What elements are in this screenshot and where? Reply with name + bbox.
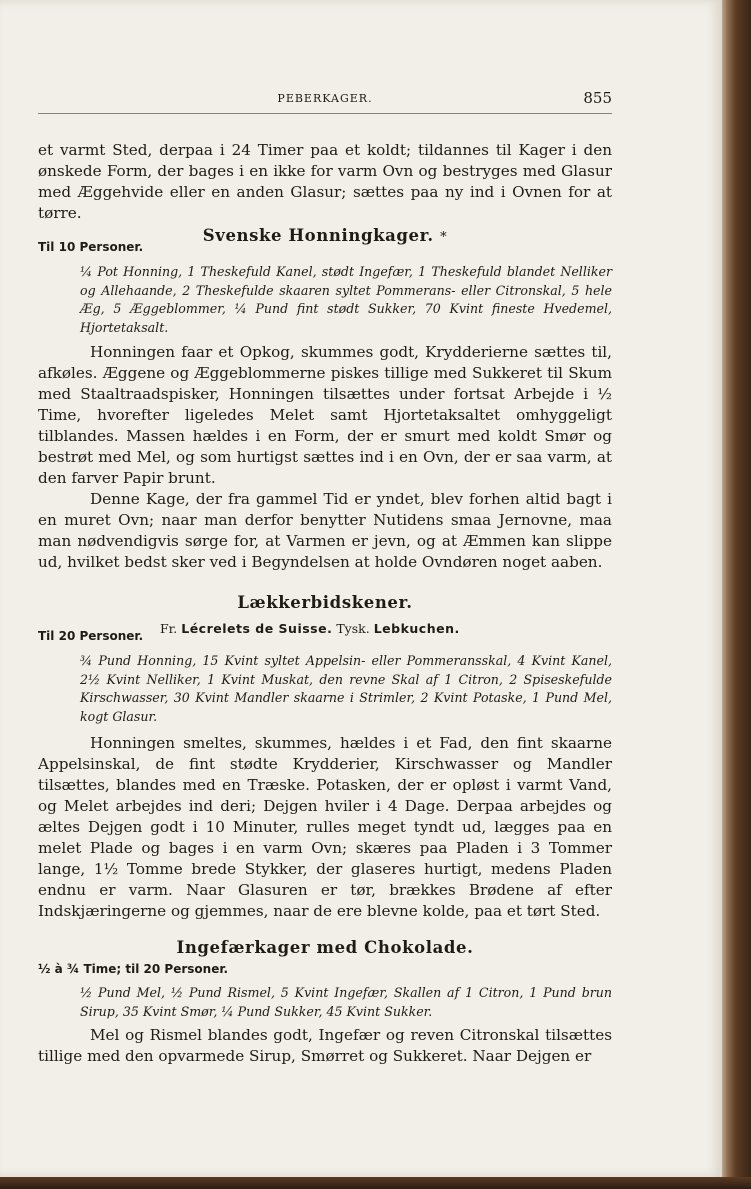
alias-fr-label: Fr. — [160, 621, 178, 636]
recipe-title: Lækkerbidskener. — [237, 593, 413, 612]
recipe-title: Ingefærkager med Chokolade. — [176, 938, 474, 957]
page-header — [38, 89, 612, 109]
recipe-title-text: Svenske Honningkager. — [202, 226, 434, 245]
servings-line: ½ à ¾ Time; til 20 Personer. — [38, 962, 229, 976]
method-paragraph: Honningen faar et Opkog, skummes godt, Krydderierne sættes til, afkøles. Æggene og Æggeblommerne piskes tillige med Sukkeret til Skum med Staaltraadspisker, Honningen tilsættes under fortsat Arbejde i ½ Time, hvorefter ligeledes Melet samt Hjortetaksaltet omhyggeligt tilblandes. Massen hældes i en Form, der er smurt med koldt Smør og bestrøt med Mel, og som hurtigst sættes ind i en Ovn, der er saa varm, at den farver Papir brunt. — [38, 343, 612, 487]
servings-line: Til 10 Personer. — [38, 240, 144, 254]
ingredient-list: ½ Pund Mel, ½ Pund Rismel, 5 Kvint Ingefær, Skallen af 1 Citron, 1 Pund brun Sirup, 35 Kvint Smør, ¼ Pund Sukker, 45 Kvint Sukker. — [80, 985, 612, 1019]
alias-fr: Lécrelets de Suisse. — [181, 621, 333, 636]
book-spine-edge — [722, 0, 751, 1189]
intro-paragraph: et varmt Sted, derpaa i 24 Timer paa et koldt; tildannes til Kager i den ønskede Form, der bages i en ikke for varm Ovn og bestryges med Glasur med Æggehvide eller en anden Glasur; sættes paa ny ind i Ovnen for at tørre. — [38, 141, 612, 222]
header-rule — [38, 113, 612, 114]
alias-de-label: Tysk. — [336, 621, 370, 636]
book-bottom-edge — [0, 1177, 751, 1189]
method-paragraph: Honningen smeltes, skummes, hældes i et Fad, den fint skaarne Appelsinskal, de fint stødte Krydderier, Kirschwasser og Mandler tilsættes, blandes med en Træske. Potasken, der er opløst i varmt Vand, og Melet arbejdes ind deri; Dejgen hviler i 4 Dage. Derpaa arbejdes og æltes Dejgen godt i 10 Minuter, rulles meget tyndt ud, lægges paa en melet Plade og bages i en varm Ovn; skæres paa Pladen i 3 Tommer lange, 1½ Tomme brede Stykker, der glaseres hurtigt, medens Pladen endnu er varm. Naar Glasuren er tør, brækkes Brødene af efter Indskjæringerne og gjemmes, naar de ere blevne kolde, paa et tørt Sted. — [38, 734, 612, 920]
alternate-names — [160, 621, 460, 636]
recipe-title-marker: * — [440, 230, 448, 245]
ingredient-list: ¾ Pund Honning, 15 Kvint syltet Appelsin- eller Pommeransskal, 4 Kvint Kanel, 2½ Kvint Nelliker, 1 Kvint Muskat, den revne Skal af 1 Citron, 2 Spiseskefulde Kirschwasser, 30 Kvint Mandler skaarne i Strimler, 2 Kvint Potaske, 1 Pund Mel, kogt Glasur. — [80, 653, 612, 724]
method-paragraph: Denne Kage, der fra gammel Tid er yndet, blev forhen altid bagt i en muret Ovn; naar man derfor benytter Nutidens smaa Jernovne, maa man nødvendigvis sørge for, at Varmen er jevn, og at Æmmen kan slippe ud, hvilket bedst sker ved i Begyndelsen at holde Ovndøren noget aaben. — [38, 490, 612, 571]
page-number: 855 — [583, 89, 612, 107]
alias-de: Lebkuchen. — [373, 621, 460, 636]
method-paragraph: Mel og Rismel blandes godt, Ingefær og reven Citronskal tilsættes tillige med den opvarmede Sirup, Smørret og Sukkeret. Naar Dejgen er — [38, 1026, 612, 1065]
servings-line: Til 20 Personer. — [38, 629, 144, 643]
running-title: PEBERKAGER. — [277, 92, 373, 105]
ingredient-list: ¼ Pot Honning, 1 Theskefuld Kanel, stødt Ingefær, 1 Theskefuld blandet Nelliker og Allehaande, 2 Theskefulde skaaren syltet Pommerans- eller Citronskal, 5 hele Æg, 5 Æggeblommer, ¼ Pund fint stødt Sukker, 70 Kvint fineste Hvedemel, Hjortetaksalt. — [80, 264, 612, 335]
